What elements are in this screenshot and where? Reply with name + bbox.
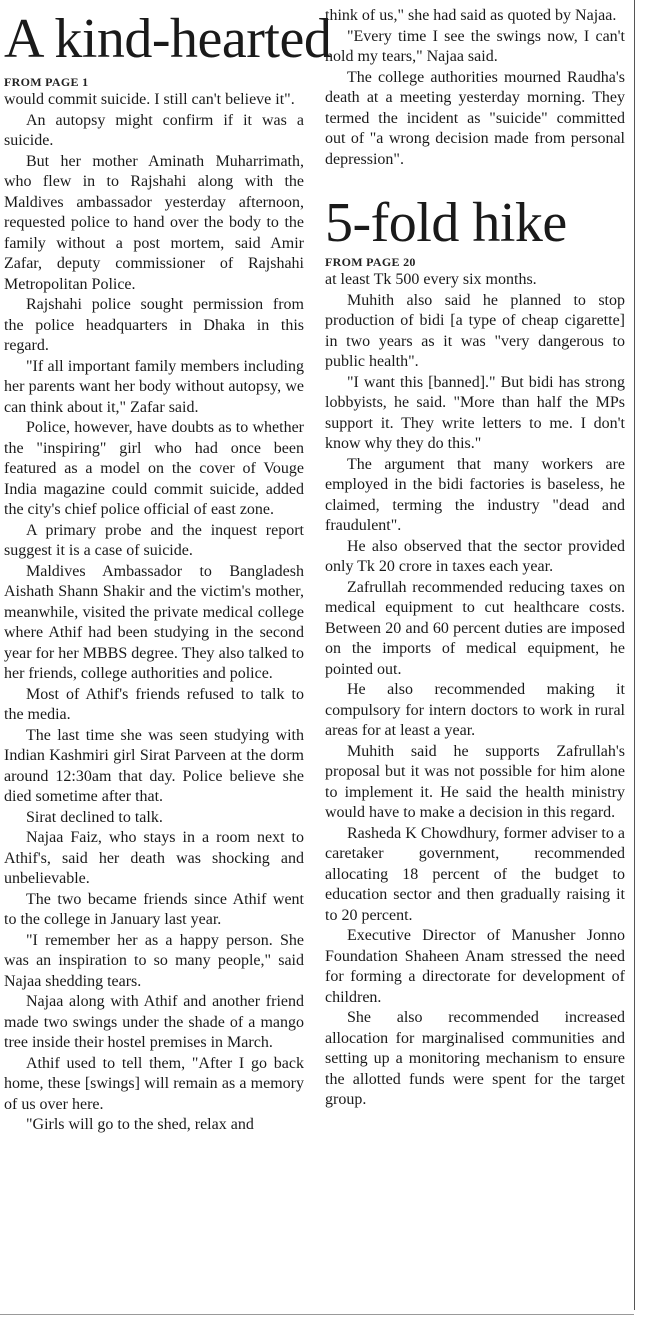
left-column [4,0,332,1136]
left-kicker: FROM PAGE 1 [4,75,89,89]
right-headline: 5-fold hike [325,192,567,254]
left-story-continuation [325,6,625,170]
paragraph: The argument that many workers are employed in the bidi factories is baseless, he claimed, terming the industry "dead and fraudulent". [325,455,625,534]
paragraph: "Girls will go to the shed, relax and [26,1116,254,1133]
paragraph: Athif used to tell them, "After I go back home, these [swings] will remain as a memory of us over here. [4,1054,304,1113]
paragraph: The last time she was seen studying with Indian Kashmiri girl Sirat Parveen at the dorm around 12:30am that day. Police believe she died sometime after that. [4,726,304,805]
paragraph: Muhith also said he planned to stop production of bidi [a type of cheap cigarette] in two years as it was "very dangerous to public health". [325,291,625,370]
paragraph: The college authorities mourned Raudha's death at a meeting yesterday morning. They termed the incident as "suicide" committed out of "a wrong decision made from personal depression". [325,68,625,168]
paragraph: at least Tk 500 every six months. [325,271,537,288]
paragraph: Rajshahi police sought permission from the police headquarters in Dhaka in this regard. [4,296,304,354]
paragraph: Sirat declined to talk. [26,808,163,826]
paragraph: An autopsy might confirm if it was a suicide. [4,111,304,149]
paragraph: Executive Director of Manusher Jonno Foundation Shaheen Anam stressed the need for forming a directorate for development of children. [325,927,625,1006]
bottom-rule [0,1314,634,1315]
paragraph: Zafrullah recommended reducing taxes on medical equipment to cut healthcare costs. Between 20 and 60 percent duties are imposed on the imports of medical equipment, he pointed out. [325,578,625,678]
paragraph: would commit suicide. I still can't believe it". [4,91,295,108]
paragraph: She also recommended increased allocation for marginalised communities and setting up a monitoring mechanism to ensure the allotted funds were spent for the target group. [325,1009,625,1108]
paragraph: Najaa along with Athif and another friend made two swings under the shade of a mango tree inside their hostel premises in March. [4,993,304,1051]
left-headline: A kind-hearted [4,8,332,70]
paragraph: But her mother Aminath Muharrimath, who flew in to Rajshahi along with the Maldives ambassador yesterday afternoon, requested police to hand over the body to the family without a post mortem, said Amir Zafar, deputy commissioner of Rajshahi Metropolitan Police. [4,152,304,293]
paragraph: Najaa Faiz, who stays in a room next to Athif's, said her death was shocking and unbelievable. [4,829,304,887]
paragraph: Police, however, have doubts as to whether the "inspiring" girl who had once been featured as a model on the cover of Vouge India magazine could commit suicide, added the city's chief police official of east zone. [4,419,304,518]
right-column [325,0,625,1111]
column-divider [634,0,635,1310]
paragraph: "I want this [banned]." But bidi has strong lobbyists, he said. "More than half the MPs support it. They write letters to me. I don't know why they do this." [325,373,625,452]
paragraph: think of us," she had said as quoted by Najaa. [325,7,617,24]
paragraph: Most of Athif's friends refused to talk to the media. [4,685,304,723]
right-kicker: FROM PAGE 20 [325,255,416,269]
paragraph: "Every time I see the swings now, I can't hold my tears," Najaa said. [325,27,625,65]
paragraph: "If all important family members including her parents want her body without autopsy, we can think about it," Zafar said. [4,357,304,416]
paragraph: He also observed that the sector provided only Tk 20 crore in taxes each year. [325,537,625,575]
paragraph: Rasheda K Chowdhury, former adviser to a caretaker government, recommended allocating 18 percent of the budget to education sector and then gradually raising it to 20 percent. [325,824,625,924]
right-story-body [325,270,625,1111]
paragraph: He also recommended making it compulsory for intern doctors to work in rural areas for at least a year. [325,681,625,739]
right-story [325,194,625,1111]
paragraph: Muhith said he supports Zafrullah's proposal but it was not possible for him alone to implement it. He said the health ministry would have to make a decision in this regard. [325,742,625,821]
paragraph: "I remember her as a happy person. She was an inspiration to so many people," said Najaa shedding tears. [4,931,304,990]
paragraph: A primary probe and the inquest report suggest it is a case of suicide. [4,521,304,559]
left-story-body [4,90,304,1136]
paragraph: Maldives Ambassador to Bangladesh Aishath Shann Shakir and the victim's mother, meanwhile, visited the private medical college where Athif had been studying in the second year for her MBBS degree. They also talked to her friends, college authorities and police. [4,562,304,682]
paragraph: The two became friends since Athif went to the college in January last year. [4,890,304,928]
